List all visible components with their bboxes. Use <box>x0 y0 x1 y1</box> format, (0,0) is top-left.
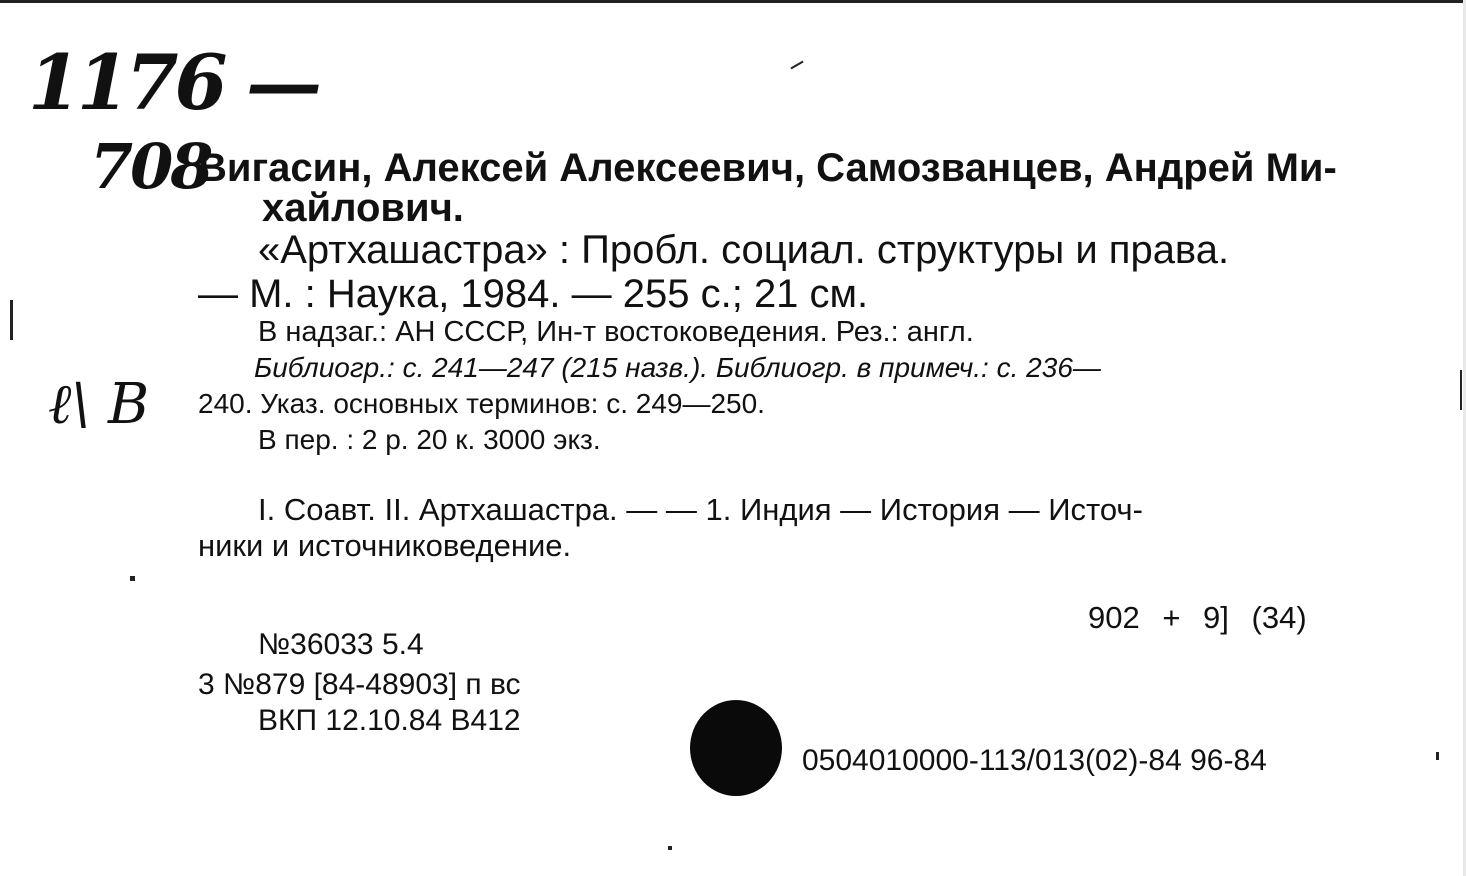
authors-line-1: Вигасин, Алексей Алексеевич, Самозванцев, Андрей Ми- <box>198 146 1337 190</box>
scan-mark <box>790 61 803 70</box>
card-top-edge <box>0 0 1466 3</box>
handwritten-shelfmark-bottom: 708 <box>90 130 211 203</box>
note-line-3: 240. Указ. основных терминов: с. 249—250. <box>198 388 765 419</box>
handwritten-shelfmark-top: 1176 — <box>28 38 318 127</box>
note-line-1: В надзаг.: АН СССР, Ин-т востоковедения. Рез.: англ. <box>258 316 974 348</box>
print-info-line-3: ВКП 12.10.84 B412 <box>258 704 521 737</box>
print-info-line-2: 3 №879 [84-48903] п вс <box>198 668 521 701</box>
classification-index: 902 + 9] (34) <box>1088 600 1307 635</box>
note-line-2: Библиогр.: с. 241—247 (215 назв.). Библиогр. в примеч.: с. 236— <box>254 352 1101 383</box>
code-line: 0504010000-113/013(02)-84 96-84 <box>802 744 1267 777</box>
scan-mark <box>1436 752 1439 760</box>
handwritten-side-note: ℓ\ B <box>48 372 150 437</box>
punch-hole <box>690 700 782 796</box>
title-line-1: «Артхашастра» : Пробл. социал. структуры и права. <box>258 228 1230 272</box>
note-line-4: В пер. : 2 р. 20 к. 3000 экз. <box>258 424 601 455</box>
scan-mark <box>10 300 13 340</box>
title-line-2: — М. : Наука, 1984. — 255 с.; 21 см. <box>198 272 869 316</box>
scan-mark <box>1460 370 1462 410</box>
scan-mark <box>668 846 672 850</box>
authors-line-2: хайлович. <box>262 186 464 230</box>
scan-mark <box>130 576 135 581</box>
print-info-line-1: №36033 5.4 <box>258 628 424 661</box>
tracing-line-2: ники и источниковедение. <box>198 528 572 563</box>
tracing-line-1: I. Соавт. II. Артхашастра. — — 1. Индия — История — Источ- <box>258 492 1143 527</box>
